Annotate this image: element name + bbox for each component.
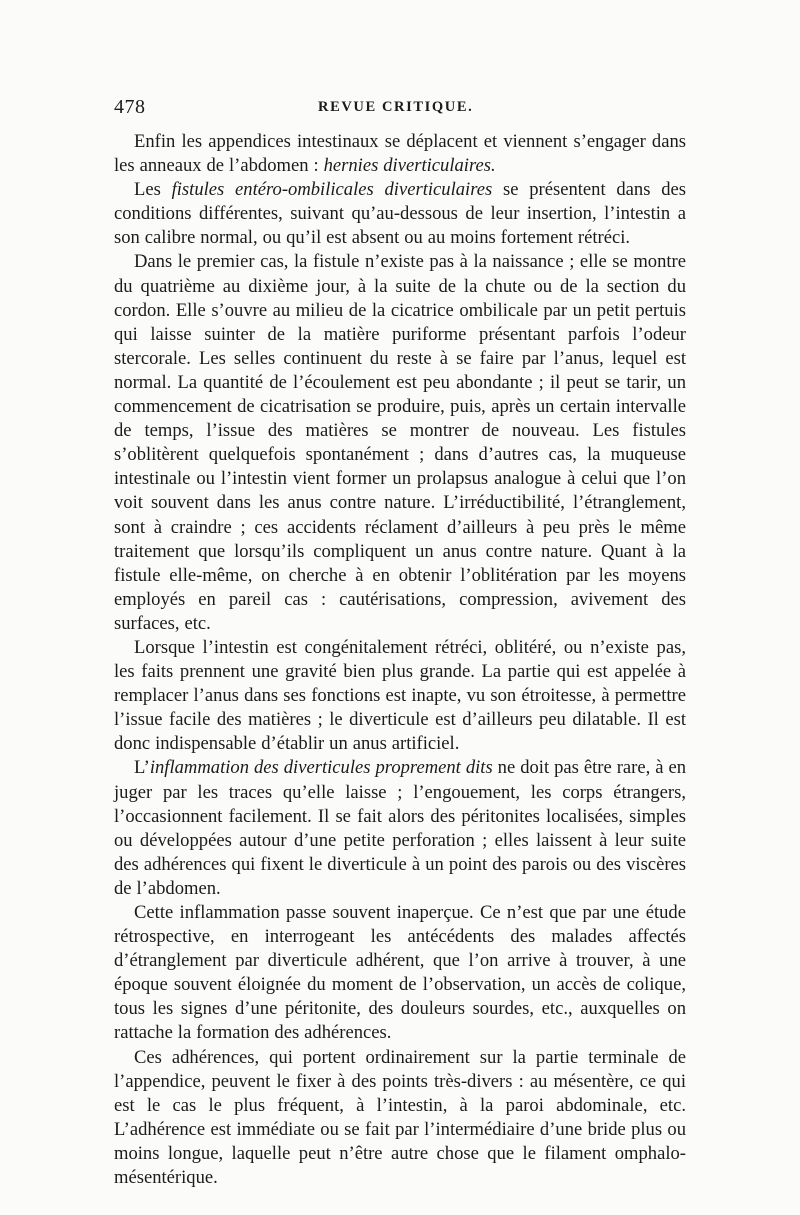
text-run: L’ bbox=[134, 757, 150, 779]
text-run: Les bbox=[134, 179, 172, 201]
running-head: REVUE CRITIQUE. bbox=[318, 99, 474, 115]
paragraph bbox=[114, 1046, 686, 1191]
body-text bbox=[114, 130, 686, 1190]
italic-text: inflammation des diverticules proprement dits bbox=[149, 757, 493, 779]
paragraph bbox=[114, 756, 686, 901]
page-number: 478 bbox=[114, 96, 146, 118]
paragraph bbox=[114, 250, 686, 636]
text-run: se présentent dans des conditions différentes, suivant qu’au-dessous de leur insertion, l’intestin a son calibre normal, ou qu’il est absent ou au moins fortement rétréci. bbox=[114, 179, 686, 249]
paragraph bbox=[114, 901, 686, 1046]
text-run: Enfin les appendices intestinaux se déplacent et viennent s’engager dans les anneaux de l’abdomen : bbox=[114, 131, 686, 177]
italic-text: hernies diverticulaires. bbox=[323, 155, 496, 177]
text-run: Cette inflammation passe souvent inaperçue. Ce n’est que par une étude rétrospective, en interrogeant les antécédents des malades affectés d’étranglement par diverticule adhérent, que l’on arrive à trouver, à une époque souvent éloignée du moment de l’observation, un accès de colique, tous les signes d’une péritonite, des douleurs sourdes, etc., auxquelles on rattache la formation des adhérences. bbox=[114, 902, 686, 1044]
paragraph bbox=[114, 130, 686, 178]
text-run: Lorsque l’intestin est congénitalement rétréci, oblitéré, ou n’existe pas, les faits prennent une gravité bien plus grande. La partie qui est appelée à remplacer l’anus dans ses fonctions est inapte, vu son étroitesse, à permettre l’issue facile des matières ; le diverticule est d’ailleurs peu dilatable. Il est donc indispensable d’établir un anus artificiel. bbox=[114, 636, 686, 755]
text-run: Dans le premier cas, la fistule n’existe pas à la naissance ; elle se montre du quatrième au dixième jour, à la suite de la chute ou de la section du cordon. Elle s’ouvre au milieu de la cicatrice ombilicale par un petit pertuis qui laisse suinter de la matière puriforme présentant parfois l’odeur stercorale. Les selles continuent du reste à se faire par l’anus, lequel est normal. La quantité de l’écoulement est peu abondante ; il peut se tarir, un commencement de cicatrisation se produire, puis, après un certain intervalle de temps, l’issue des matières se montrer de nouveau. Les fistules s’oblitèrent quelquefois spontanément ; dans d’autres cas, la muqueuse intestinale ou l’intestin vient former un prolapsus analogue à celui que l’on voit souvent dans les anus contre nature. L’irréductibilité, l’étranglement, sont à craindre ; ces accidents réclament d’ailleurs à peu près le même traitement que lorsqu’ils compliquent un anus contre nature. Quant à la fistule elle-même, on cherche à en obtenir l’oblitération par les moyens employés en pareil cas : cautérisations, compression, avivement des surfaces, etc. bbox=[114, 251, 686, 634]
text-run: ne doit pas être rare, à en juger par les traces qu’elle laisse ; l’engouement, les corps étrangers, l’occasionnent facilement. Il se fait alors des péritonites localisées, simples ou développées autour d’une petite perforation ; elles laissent à leur suite des adhérences qui fixent le diverticule à un point des parois ou des viscères de l’abdomen. bbox=[114, 757, 687, 899]
paragraph bbox=[114, 636, 686, 756]
paragraph bbox=[114, 178, 686, 250]
book-page bbox=[114, 96, 686, 1190]
page-header bbox=[114, 96, 686, 130]
italic-text: fistules entéro-ombilicales diverticulaires bbox=[171, 179, 493, 201]
text-run: Ces adhérences, qui portent ordinairement sur la partie terminale de l’appendice, peuvent le fixer à des points très-divers : au mésentère, ce qui est le cas le plus fréquent, à l’intestin, à la paroi abdominale, etc. L’adhérence est immédiate ou se fait par l’intermédiaire d’une bride plus ou moins longue, laquelle peut n’être autre chose que le filament omphalo-mésentérique. bbox=[114, 1046, 686, 1189]
